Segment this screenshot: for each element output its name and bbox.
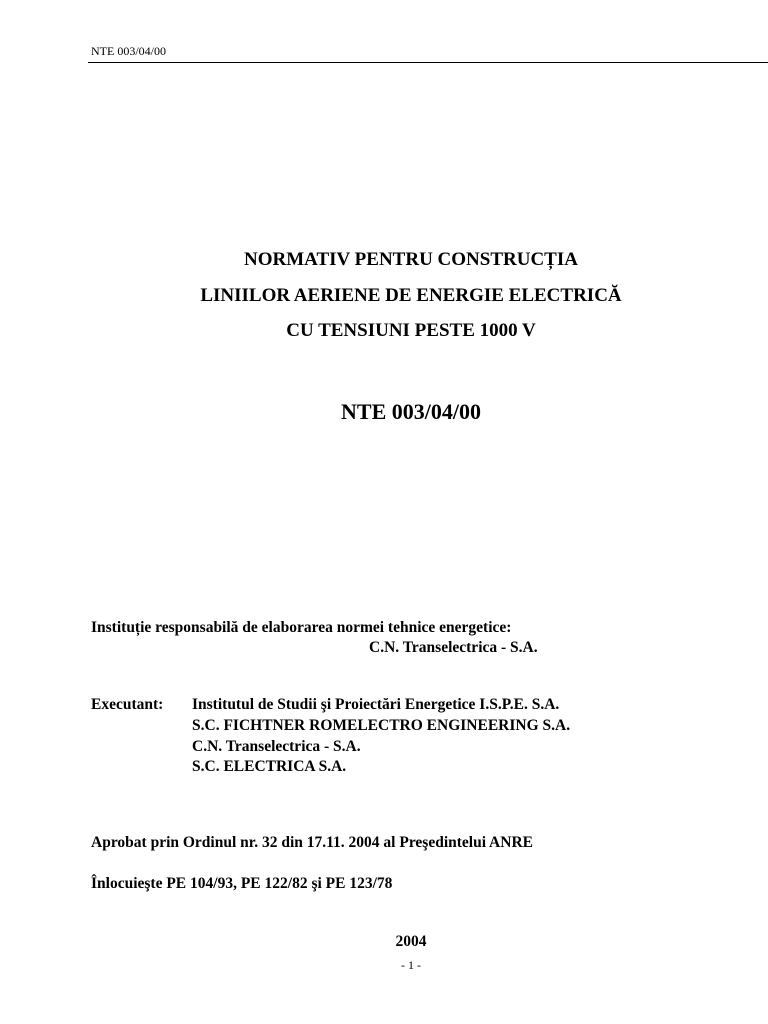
executant-item: S.C. ELECTRICA S.A. [192, 758, 347, 775]
publication-year: 2004 [395, 933, 427, 950]
title-line-2: LINIILOR AERIENE DE ENERGIE ELECTRICĂ [200, 284, 622, 306]
title-line-3: CU TENSIUNI PESTE 1000 V [286, 320, 536, 341]
institution-label: Instituție responsabilă de elaborarea normei tehnice energetice: [91, 619, 512, 636]
institution-name: C.N. Transelectrica - S.A. [369, 639, 538, 656]
page-number: - 1 - [401, 958, 421, 972]
executant-item: C.N. Transelectrica - S.A. [192, 738, 361, 755]
document-title [0, 242, 768, 349]
title-line-1: NORMATIV PENTRU CONSTRUCȚIA [244, 249, 578, 270]
executant-label: Executant: [91, 696, 164, 713]
replaces-statement: Înlocuieşte PE 104/93, PE 122/82 şi PE 123/78 [91, 875, 393, 892]
running-header: NTE 003/04/00 [91, 44, 166, 58]
executant-item: Institutul de Studii şi Proiectări Energetice I.S.P.E. S.A. [192, 696, 560, 713]
header-rule [88, 62, 768, 63]
executant-item: S.C. FICHTNER ROMELECTRO ENGINEERING S.A. [192, 717, 571, 734]
document-code: NTE 003/04/00 [341, 399, 481, 424]
approval-statement: Aprobat prin Ordinul nr. 32 din 17.11. 2004 al Preşedintelui ANRE [91, 834, 533, 851]
